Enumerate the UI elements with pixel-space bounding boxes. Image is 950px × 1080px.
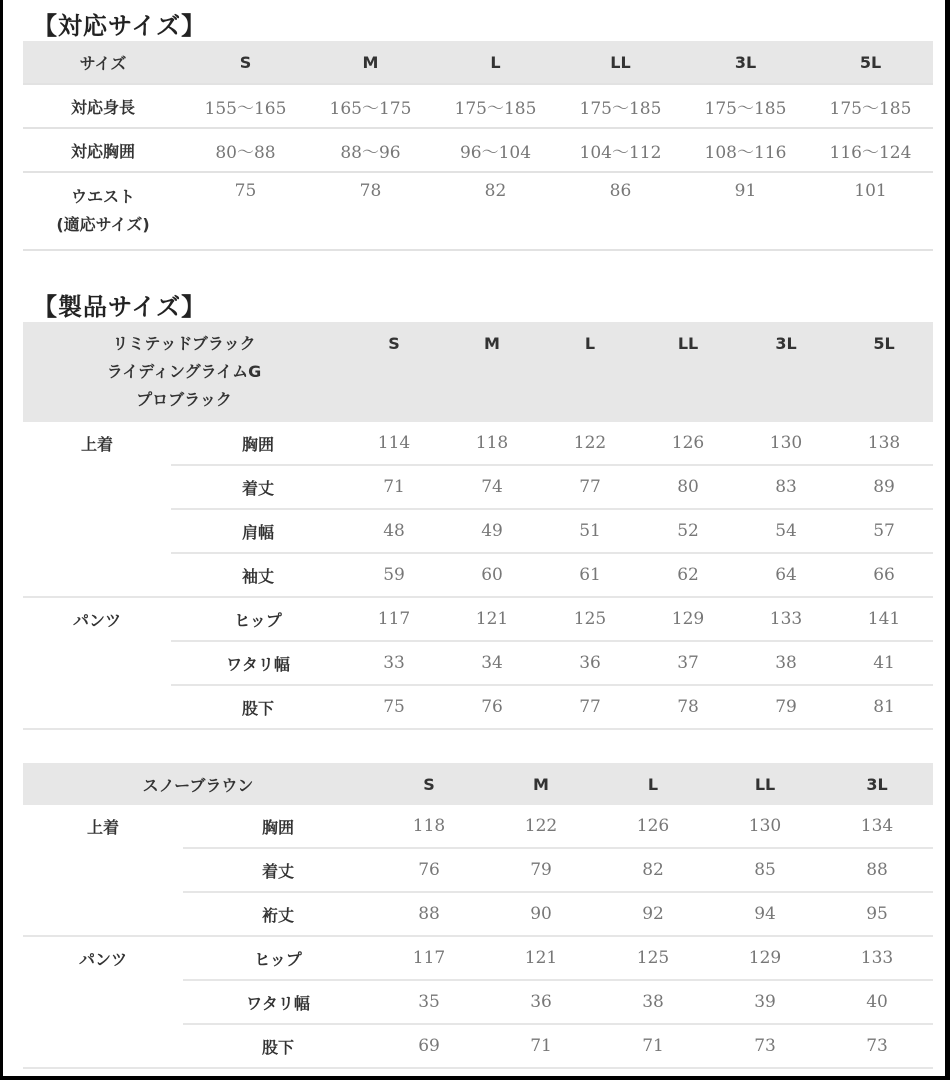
cell-value: 121 [485,936,597,980]
size-col-header: 3L [866,774,888,794]
cell-value: 40 [821,980,933,1024]
cell-value: 57 [835,509,933,553]
cell-value: 82 [597,848,709,892]
category-label: パンツ [23,597,171,729]
cell-value: 165〜175 [329,98,412,119]
size-col-header: S [239,52,252,72]
size-header-label: サイズ [79,53,127,73]
cell-value: 175〜185 [579,98,662,119]
cell-value: 71 [345,465,443,509]
cell-value: 33 [345,641,443,685]
row-label-sub: (適応サイズ) [56,215,150,234]
cell-value: 78 [359,181,382,201]
cell-value: 64 [737,553,835,597]
cell-value: 117 [373,936,485,980]
cell-value: 141 [835,597,933,641]
cell-value: 36 [485,980,597,1024]
product-header-row [23,322,933,422]
size-col-header: LL [610,52,631,72]
cell-value: 118 [373,805,485,848]
cell-value: 122 [485,805,597,848]
size-col-header: M [533,774,549,794]
cell-value: 77 [541,685,639,729]
cell-value: 78 [639,685,737,729]
size-col-header: L [490,52,501,72]
measure-label: 胸囲 [183,805,373,848]
cell-value: 52 [639,509,737,553]
measure-label: 股下 [183,1024,373,1068]
cell-value: 88 [373,892,485,936]
size-col-header: 5L [873,334,895,353]
cell-value: 90 [485,892,597,936]
cell-value: 79 [737,685,835,729]
measure-label: 裄丈 [183,892,373,936]
cell-value: 175〜185 [704,98,787,119]
size-col-header: 3L [775,334,797,353]
cell-value: 75 [345,685,443,729]
cell-value: 104〜112 [579,142,662,163]
row-label: 対応身長 [70,97,135,117]
cell-value: 34 [443,641,541,685]
size-col-header: S [423,774,435,794]
category-label: パンツ [23,936,183,1068]
cell-value: 77 [541,465,639,509]
size-col-header: 3L [734,52,757,72]
cell-value: 48 [345,509,443,553]
size-col-header: 5L [859,52,882,72]
color-name: スノーブラウン [142,775,254,795]
cell-value: 66 [835,553,933,597]
measure-label: 肩幅 [171,509,345,553]
cell-value: 71 [485,1024,597,1068]
cell-value: 73 [821,1024,933,1068]
cell-value: 85 [709,848,821,892]
table-row [23,597,933,641]
cell-value: 36 [541,641,639,685]
color-names [23,322,345,422]
cell-value: 95 [821,892,933,936]
measure-label: 着丈 [183,848,373,892]
cell-value: 118 [443,422,541,465]
product-size-table-1 [23,322,933,730]
cell-value: 114 [345,422,443,465]
cell-value: 126 [597,805,709,848]
product-size-title: 【製品サイズ】 [33,293,207,321]
measure-label: 股下 [171,685,345,729]
row-label: 対応胸囲 [70,141,135,161]
cell-value: 38 [597,980,709,1024]
cell-value: 92 [597,892,709,936]
table-row [23,84,933,128]
measure-label: 着丈 [171,465,345,509]
size-col-header: M [484,334,500,353]
size-col-header: L [647,774,659,794]
cell-value: 39 [709,980,821,1024]
cell-value: 83 [737,465,835,509]
cell-value: 155〜165 [204,98,287,119]
cell-value: 79 [485,848,597,892]
cell-value: 80〜88 [215,142,276,163]
table-row [23,422,933,465]
cell-value: 138 [835,422,933,465]
cell-value: 121 [443,597,541,641]
size-col-header: LL [754,774,776,794]
cell-value: 108〜116 [704,142,787,163]
table-row [23,805,933,848]
category-label: 上着 [23,805,183,936]
cell-value: 49 [443,509,541,553]
cell-value: 73 [709,1024,821,1068]
cell-value: 35 [373,980,485,1024]
cell-value: 82 [484,181,507,201]
cell-value: 75 [234,181,257,201]
cell-value: 60 [443,553,541,597]
cell-value: 59 [345,553,443,597]
cell-value: 38 [737,641,835,685]
cell-value: 41 [835,641,933,685]
row-label [23,172,183,250]
color-name: プロブラック [136,390,232,409]
cell-value: 122 [541,422,639,465]
cell-value: 96〜104 [459,142,532,163]
cell-value: 101 [854,181,887,201]
size-col-header: S [388,334,400,353]
cell-value: 117 [345,597,443,641]
cell-value: 91 [734,181,757,201]
row-label-line: ウエスト [70,187,135,206]
fit-size-table [23,41,933,251]
cell-value: 80 [639,465,737,509]
cell-value: 69 [373,1024,485,1068]
cell-value: 37 [639,641,737,685]
cell-value: 88〜96 [340,142,401,163]
measure-label: ワタリ幅 [171,641,345,685]
cell-value: 81 [835,685,933,729]
cell-value: 125 [597,936,709,980]
product-header-row [23,763,933,805]
size-col-header: L [584,334,596,353]
cell-value: 129 [709,936,821,980]
cell-value: 74 [443,465,541,509]
cell-value: 94 [709,892,821,936]
measure-label: ヒップ [183,936,373,980]
cell-value: 51 [541,509,639,553]
cell-value: 89 [835,465,933,509]
cell-value: 130 [709,805,821,848]
color-name: リミテッドブラック [112,334,256,353]
category-label: 上着 [23,422,171,597]
cell-value: 62 [639,553,737,597]
cell-value: 175〜185 [829,98,912,119]
cell-value: 71 [597,1024,709,1068]
cell-value: 76 [443,685,541,729]
cell-value: 133 [821,936,933,980]
measure-label: 袖丈 [171,553,345,597]
measure-label: ヒップ [171,597,345,641]
cell-value: 116〜124 [829,142,912,163]
cell-value: 130 [737,422,835,465]
product-size-table-2 [23,763,933,1069]
cell-value: 175〜185 [454,98,537,119]
color-name: ライディングライムG [106,362,262,381]
cell-value: 134 [821,805,933,848]
fit-size-title: 【対応サイズ】 [33,12,207,40]
cell-value: 129 [639,597,737,641]
table-row [23,936,933,980]
cell-value: 88 [821,848,933,892]
size-col-header: M [362,52,379,72]
cell-value: 61 [541,553,639,597]
fit-header-row [23,41,933,84]
table-row [23,172,933,250]
cell-value: 133 [737,597,835,641]
size-col-header: LL [677,334,699,353]
cell-value: 125 [541,597,639,641]
cell-value: 86 [609,181,632,201]
cell-value: 76 [373,848,485,892]
cell-value: 54 [737,509,835,553]
measure-label: 胸囲 [171,422,345,465]
cell-value: 126 [639,422,737,465]
measure-label: ワタリ幅 [183,980,373,1024]
size-chart-page [3,0,945,1076]
table-row [23,128,933,172]
